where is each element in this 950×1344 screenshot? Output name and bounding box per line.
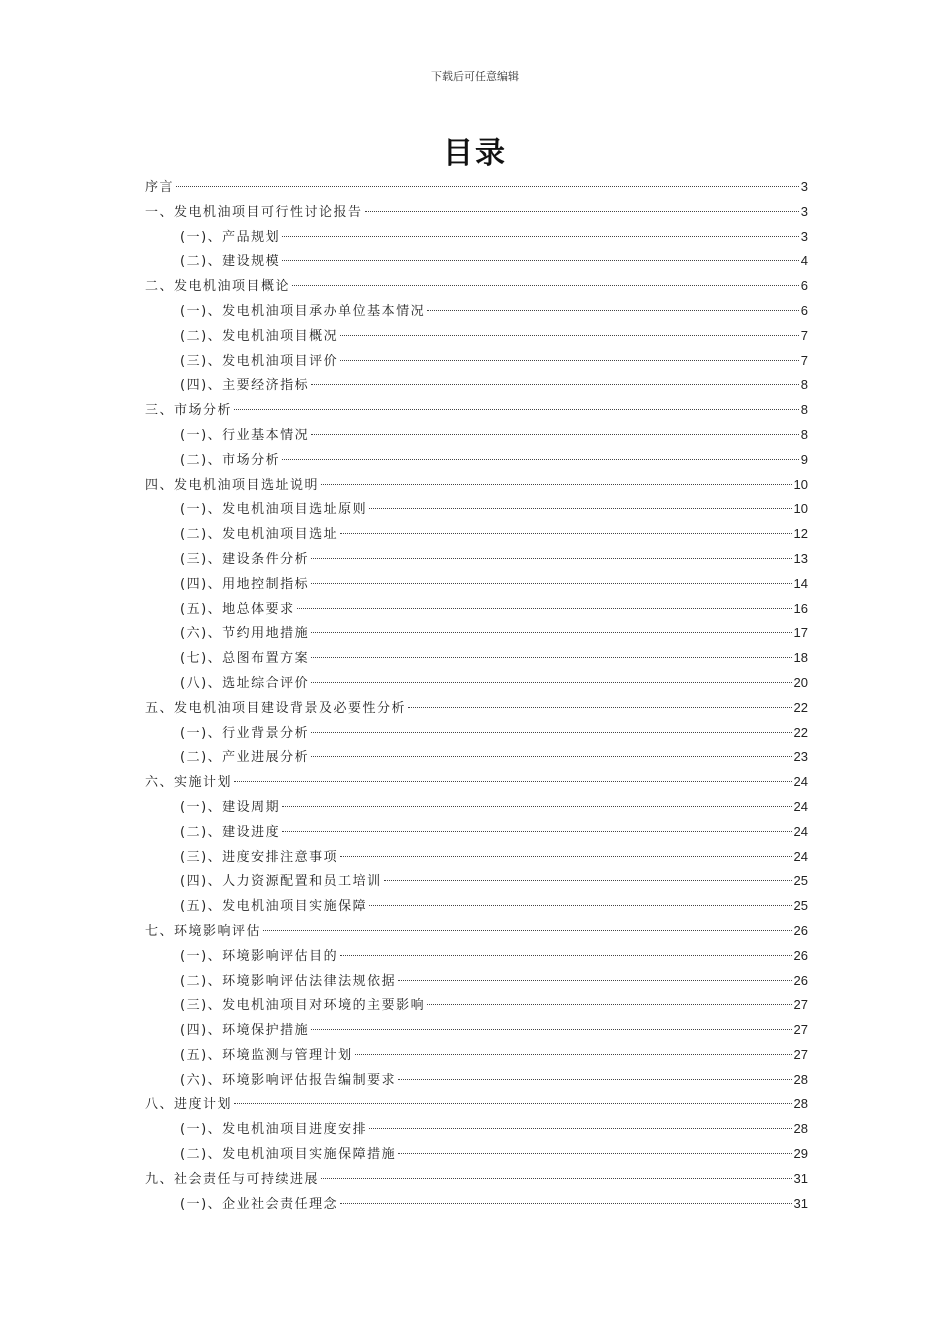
toc-entry-text: (二)、产业进展分析	[180, 750, 310, 766]
toc-entry[interactable]	[145, 770, 808, 795]
dot-leader	[311, 756, 791, 757]
toc-page-number: 6	[800, 302, 808, 318]
toc-page-number: 9	[800, 451, 808, 467]
toc-page-number: 28	[793, 1096, 808, 1112]
dot-leader	[234, 1103, 792, 1104]
toc-entry-text: (一)、建设周期	[180, 799, 281, 815]
toc-page-number: 8	[800, 402, 808, 418]
toc-entry-text: (四)、环境保护措施	[180, 1023, 310, 1039]
dot-leader	[355, 1054, 792, 1055]
toc-subentry[interactable]	[145, 671, 808, 696]
toc-subentry[interactable]	[145, 721, 808, 746]
toc-page-number: 14	[793, 575, 808, 591]
toc-entry-text: 五、发电机油项目建设背景及必要性分析	[145, 700, 407, 716]
toc-page-number: 26	[793, 947, 808, 963]
toc-subentry[interactable]	[145, 225, 808, 250]
toc-entry-text: (二)、发电机油项目选址	[180, 527, 339, 543]
toc-entry-text: (二)、环境影响评估法律法规依据	[180, 973, 397, 989]
toc-subentry[interactable]	[145, 845, 808, 870]
toc-page-number: 12	[793, 526, 808, 542]
toc-subentry[interactable]	[145, 597, 808, 622]
dot-leader	[340, 533, 791, 534]
toc-subentry[interactable]	[145, 299, 808, 324]
dot-leader	[398, 1079, 791, 1080]
dot-leader	[282, 831, 791, 832]
toc-page-number: 24	[793, 798, 808, 814]
toc-page-number: 31	[793, 1170, 808, 1186]
toc-page-number: 29	[793, 1146, 808, 1162]
toc-subentry[interactable]	[145, 1018, 808, 1043]
dot-leader	[234, 781, 792, 782]
toc-page-number: 3	[800, 203, 808, 219]
toc-subentry[interactable]	[145, 349, 808, 374]
dot-leader	[340, 335, 799, 336]
dot-leader	[340, 856, 791, 857]
toc-entry-text: (四)、人力资源配置和员工培训	[180, 874, 382, 890]
dot-leader	[311, 632, 791, 633]
toc-entry-text: (一)、发电机油项目承办单位基本情况	[180, 303, 426, 319]
toc-page-number: 7	[800, 327, 808, 343]
toc-entry[interactable]	[145, 473, 808, 498]
dot-leader	[398, 1153, 791, 1154]
dot-leader	[311, 384, 799, 385]
toc-entry-text: 九、社会责任与可持续进展	[145, 1171, 320, 1187]
toc-entry[interactable]	[145, 274, 808, 299]
toc-subentry[interactable]	[145, 423, 808, 448]
toc-page-number: 25	[793, 898, 808, 914]
toc-page-number: 17	[793, 625, 808, 641]
toc-entry-text: (二)、建设规模	[180, 254, 281, 270]
toc-entry[interactable]	[145, 175, 808, 200]
toc-subentry[interactable]	[145, 522, 808, 547]
dot-leader	[297, 608, 792, 609]
toc-page-number: 3	[800, 179, 808, 194]
toc-entry-text: (七)、总图布置方案	[180, 651, 310, 667]
toc-subentry[interactable]	[145, 1117, 808, 1142]
dot-leader	[311, 657, 791, 658]
toc-entry-text: 七、环境影响评估	[145, 923, 262, 939]
dot-leader	[369, 905, 791, 906]
toc-page-number: 26	[793, 922, 808, 938]
toc-subentry[interactable]	[145, 944, 808, 969]
dot-leader	[427, 310, 799, 311]
toc-entry-text: (三)、发电机油项目评价	[180, 353, 339, 369]
toc-entry[interactable]	[145, 1167, 808, 1192]
toc-subentry[interactable]	[145, 1142, 808, 1167]
toc-entry[interactable]	[145, 696, 808, 721]
toc-page-number: 8	[800, 426, 808, 442]
toc-entry-text: (五)、环境监测与管理计划	[180, 1047, 353, 1063]
toc-entry-text: (二)、发电机油项目实施保障措施	[180, 1147, 397, 1163]
toc-entry-text: (六)、环境影响评估报告编制要求	[180, 1072, 397, 1088]
dot-leader	[292, 285, 799, 286]
toc-subentry[interactable]	[145, 969, 808, 994]
toc-entry-text: 六、实施计划	[145, 775, 233, 791]
toc-page-number: 28	[793, 1071, 808, 1087]
toc-entry[interactable]	[145, 200, 808, 225]
toc-page-number: 31	[793, 1195, 808, 1211]
dot-leader	[369, 508, 791, 509]
dot-leader	[369, 1128, 791, 1129]
toc-entry[interactable]	[145, 1092, 808, 1117]
toc-entry-text: (四)、用地控制指标	[180, 576, 310, 592]
dot-leader	[311, 583, 791, 584]
toc-entry-text: 序言	[145, 180, 175, 195]
toc-subentry[interactable]	[145, 324, 808, 349]
toc-subentry[interactable]	[145, 373, 808, 398]
toc-page-number: 27	[793, 1046, 808, 1062]
toc-subentry[interactable]	[145, 448, 808, 473]
dot-leader	[427, 1004, 791, 1005]
toc-entry[interactable]	[145, 398, 808, 423]
toc-subentry[interactable]	[145, 572, 808, 597]
toc-page-number: 24	[793, 823, 808, 839]
toc-subentry[interactable]	[145, 993, 808, 1018]
toc-subentry[interactable]	[145, 745, 808, 770]
toc-entry-text: 三、市场分析	[145, 403, 233, 419]
toc-subentry[interactable]	[145, 1192, 808, 1217]
toc-page-number: 23	[793, 749, 808, 765]
dot-leader	[321, 484, 792, 485]
toc-entry-text: (一)、发电机油项目进度安排	[180, 1122, 368, 1138]
toc-subentry[interactable]	[145, 820, 808, 845]
toc-entry-text: 二、发电机油项目概论	[145, 279, 291, 295]
toc-entry-text: (五)、发电机油项目实施保障	[180, 899, 368, 915]
dot-leader	[311, 558, 791, 559]
dot-leader	[408, 707, 792, 708]
dot-leader	[340, 955, 791, 956]
dot-leader	[282, 459, 799, 460]
dot-leader	[340, 1203, 791, 1204]
dot-leader	[311, 1029, 791, 1030]
toc-subentry[interactable]	[145, 497, 808, 522]
dot-leader	[282, 260, 799, 261]
toc-entry[interactable]	[145, 919, 808, 944]
toc-entry-text: (一)、行业背景分析	[180, 725, 310, 741]
toc-page-number: 10	[793, 476, 808, 492]
toc-subentry[interactable]	[145, 621, 808, 646]
dot-leader	[263, 930, 792, 931]
toc-subentry[interactable]	[145, 869, 808, 894]
dot-leader	[365, 211, 799, 212]
toc-page-number: 13	[793, 550, 808, 566]
toc-subentry[interactable]	[145, 1043, 808, 1068]
toc-entry-text: (八)、选址综合评价	[180, 675, 310, 691]
toc-subentry[interactable]	[145, 547, 808, 572]
dot-leader	[384, 880, 792, 881]
toc-subentry[interactable]	[145, 646, 808, 671]
toc-entry-text: (二)、建设进度	[180, 824, 281, 840]
toc-page-number: 25	[793, 873, 808, 889]
toc-entry-text: (三)、发电机油项目对环境的主要影响	[180, 998, 426, 1014]
toc-page-number: 20	[793, 674, 808, 690]
toc-page-number: 28	[793, 1121, 808, 1137]
toc-page-number: 18	[793, 650, 808, 666]
toc-entry-text: (四)、主要经济指标	[180, 378, 310, 394]
toc-entry-text: 一、发电机油项目可行性讨论报告	[145, 204, 363, 220]
toc-subentry[interactable]	[145, 894, 808, 919]
toc-page-number: 4	[800, 253, 808, 269]
toc-subentry[interactable]	[145, 249, 808, 274]
dot-leader	[176, 186, 799, 187]
toc-subentry[interactable]	[145, 1068, 808, 1093]
toc-entry-text: 四、发电机油项目选址说明	[145, 477, 320, 493]
page-title: 目录	[443, 136, 507, 171]
toc-entry-text: (六)、节约用地措施	[180, 626, 310, 642]
toc-entry-text: (三)、建设条件分析	[180, 551, 310, 567]
toc-entry-text: (五)、地总体要求	[180, 601, 295, 617]
table-of-contents	[145, 175, 808, 1216]
toc-page-number: 8	[800, 377, 808, 393]
toc-page-number: 3	[800, 228, 808, 244]
toc-entry-text: (一)、企业社会责任理念	[180, 1196, 339, 1212]
toc-page-number: 16	[793, 600, 808, 616]
dot-leader	[398, 980, 791, 981]
toc-entry-text: 八、进度计划	[145, 1097, 233, 1113]
toc-subentry[interactable]	[145, 795, 808, 820]
toc-entry-text: (三)、进度安排注意事项	[180, 849, 339, 865]
toc-page-number: 24	[793, 848, 808, 864]
dot-leader	[282, 806, 791, 807]
dot-leader	[340, 360, 799, 361]
toc-entry-text: (二)、市场分析	[180, 452, 281, 468]
dot-leader	[311, 434, 799, 435]
toc-entry-text: (一)、环境影响评估目的	[180, 948, 339, 964]
header-note: 下载后可任意编辑	[431, 70, 519, 83]
dot-leader	[311, 682, 791, 683]
toc-page-number: 22	[793, 724, 808, 740]
dot-leader	[311, 732, 791, 733]
toc-entry-text: (一)、发电机油项目选址原则	[180, 502, 368, 518]
toc-entry-text: (一)、行业基本情况	[180, 427, 310, 443]
toc-entry-text: (二)、发电机油项目概况	[180, 328, 339, 344]
dot-leader	[321, 1178, 792, 1179]
dot-leader	[282, 236, 799, 237]
toc-page-number: 6	[800, 278, 808, 294]
toc-page-number: 10	[793, 501, 808, 517]
toc-page-number: 22	[793, 699, 808, 715]
toc-page-number: 27	[793, 1022, 808, 1038]
dot-leader	[234, 409, 799, 410]
toc-page-number: 26	[793, 972, 808, 988]
toc-page-number: 7	[800, 352, 808, 368]
toc-entry-text: (一)、产品规划	[180, 229, 281, 245]
toc-page-number: 24	[793, 774, 808, 790]
toc-page-number: 27	[793, 997, 808, 1013]
